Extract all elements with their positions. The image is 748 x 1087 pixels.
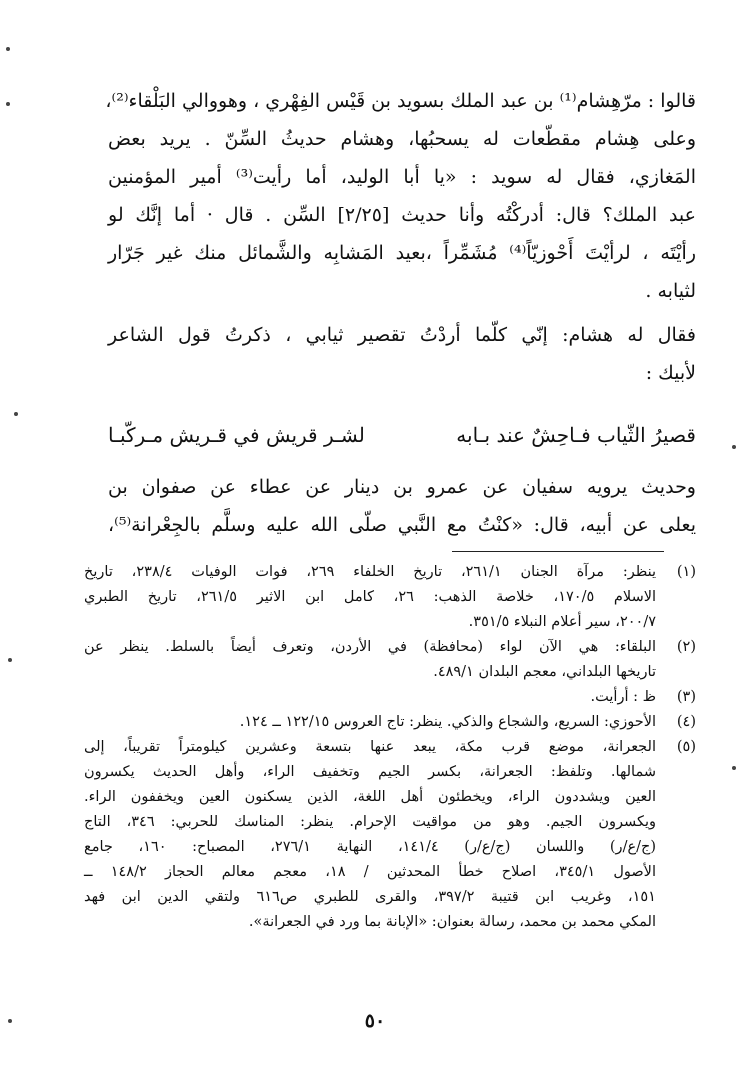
footnote (84, 735, 696, 935)
footnote-number: (٤) (676, 714, 696, 730)
margin-mark (6, 47, 10, 51)
footnote-number: (٣) (676, 689, 696, 705)
footnote-line: البلقاء: هي الآن لواء (محافظة) في الأردن، وتعرف أيضاً بالسلط. ينظر عن (84, 639, 656, 655)
text-line: لثيابه . (645, 280, 696, 302)
margin-mark (6, 102, 10, 106)
footnote-body (84, 685, 656, 710)
margin-mark (8, 1019, 12, 1023)
footnote-body (84, 635, 656, 685)
footnote-line: ويكسرون الجيم. وهو من مواقيت الإحرام. ينظر: المناسك للحربي: ٣٤٦، التاج (84, 814, 656, 830)
page-number: ٥٠ (364, 1010, 386, 1032)
footnote (84, 710, 696, 735)
margin-mark (8, 658, 12, 662)
footnote-line: الجعرانة، موضع قرب مكة، يبعد عنها بتسعة وعشرين كيلومتراً تقريباً، إلى (84, 739, 656, 755)
footnote-line: (ج/ع/ر) واللسان (ج/ع/ر) ١٤١/٤، النهاية ٢٧٦/١، المصباح: ١٦٠، جامع (84, 839, 657, 855)
text-line: المَغازي، فقال له سويد : «يا أبا الوليد، أما رأيت⁽³⁾ أمير المؤمنين (108, 166, 696, 188)
footnote-line: الاسلام ١٧٠/٥، خلاصة الذهب: ٢٦، كامل ابن الاثير ٢٦١/٥، تاريخ الطبري (84, 589, 657, 605)
poetry-verse (108, 412, 696, 458)
text-line: رأيْتَه ، لرأيْتَ أَحْوزيّاً⁽⁴⁾ مُشَمِّراً ،بعيد المَشابِه والشَّمائل منك غير جَرّار (108, 242, 697, 264)
footnote-number: (٥) (676, 739, 696, 755)
verse-hemistich-first: قصيرُ الثّياب فـاحِشٌ عند بـابه (456, 423, 696, 447)
text-line: قالوا : مرّهِشام⁽¹⁾ بن عبد الملك بسويد بن قَيْس الفِهْري ، وهووالي البَلْقاء⁽²⁾، (105, 90, 696, 112)
footnote-line: ٢٠٠/٧، سير أعلام النبلاء ٣٥١/٥. (468, 614, 656, 630)
footnote-line: ظ : أرأيت. (590, 689, 656, 705)
footnote-number: (٢) (676, 639, 696, 655)
footnote-number: (١) (676, 564, 696, 580)
footnote-line: المكي محمد بن محمد، رسالة بعنوان: «الإبانة بما ورد في الجعرانة». (248, 914, 656, 930)
footnote (84, 685, 696, 710)
text-line: عبد الملك؟ قال: أدركْتُه وأنا حديث [٢/٢٥] السِّن . قال · أما إنَّك لو (108, 204, 696, 226)
margin-mark (14, 412, 18, 416)
footnote-line: العين ويشددون الراء، ويخطئون أهل اللغة، الذين يسكنون العين ويخففون الراء. (84, 789, 656, 805)
footnote-line: ١٥١، وغريب ابن قتيبة ٣٩٧/٢، والقرى للطبري ص٦١٦ ولتقي الدين ابن فهد (84, 889, 656, 905)
margin-mark (732, 766, 736, 770)
footnote-line: شمالها. وتلفظ: الجعرانة، بكسر الجيم وتخفيف الراء، وأهل الحديث يكسرون (84, 764, 656, 780)
footnote-body (84, 735, 656, 935)
footnote (84, 635, 696, 685)
footnote-line: ينظر: مرآة الجنان ٢٦١/١، تاريخ الخلفاء ٢٦٩، فوات الوفيات ٢٣٨/٤، تاريخ (84, 564, 657, 580)
text-line: فقال له هشام: إنّي كلّما أردْتُ تقصير ثيابي ، ذكرتُ قول الشاعر (108, 324, 696, 346)
text-after-verse (108, 468, 696, 544)
footnote-body (84, 560, 656, 635)
margin-mark (732, 445, 736, 449)
main-text (105, 82, 697, 544)
text-line: لأبيك : (645, 362, 696, 384)
footnote-line: الأصول ٣٤٥/١، اصلاح خطأ المحدثين / ١٨، معجم معالم الحجاز ١٤٨/٢ ــ (84, 864, 656, 880)
footnote (84, 560, 696, 635)
text-line: وعلى هِشام مقطّعات له يسحبُها، وهشام حديثُ السِّنّ . يريد بعض (108, 128, 696, 150)
footnote-line: تاريخها البلداني، معجم البلدان ٤٨٩/١. (433, 664, 656, 680)
text-line: وحديث يرويه سفيان عن عمرو بن دينار عن عطاء عن صفوان بن (108, 476, 696, 498)
text-line: يعلى عن أبيه، قال: «كنْتُ مع النَّبي صلّى الله عليه وسلَّم بالجِعْرانة⁽⁵⁾، (108, 514, 696, 536)
footnote-body (84, 710, 656, 735)
footnotes (84, 560, 696, 935)
footnote-line: الأحوزي: السريع، والشجاع والذكي. ينظر: تاج العروس ١٢٢/١٥ ــ ١٢٤. (239, 714, 656, 730)
footnote-separator (452, 551, 664, 552)
verse-hemistich-second: لشـر قريش في قـريش مـركّبـا (108, 423, 365, 447)
